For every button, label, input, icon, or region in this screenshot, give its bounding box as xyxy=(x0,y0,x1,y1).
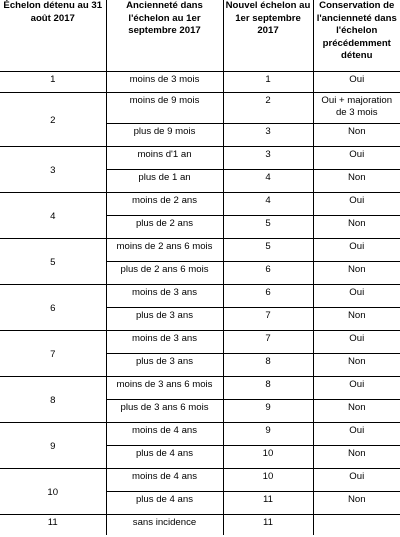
cell-nouvel-echelon: 3 xyxy=(223,124,313,147)
cell-echelon-detenu: 8 xyxy=(0,377,106,423)
cell-anciennete: plus de 1 an xyxy=(106,170,223,193)
header-row xyxy=(0,0,400,72)
cell-anciennete: moins de 3 ans 6 mois xyxy=(106,377,223,400)
cell-conservation: Oui xyxy=(313,423,400,446)
cell-anciennete: plus de 9 mois xyxy=(106,124,223,147)
table-row xyxy=(0,469,400,492)
cell-conservation xyxy=(313,515,400,536)
cell-nouvel-echelon: 5 xyxy=(223,239,313,262)
table-row xyxy=(0,239,400,262)
cell-anciennete: moins de 2 ans xyxy=(106,193,223,216)
cell-anciennete: plus de 2 ans 6 mois xyxy=(106,262,223,285)
cell-conservation: Oui + majoration de 3 mois xyxy=(313,93,400,124)
cell-conservation: Non xyxy=(313,492,400,515)
table-row xyxy=(0,93,400,124)
cell-conservation: Non xyxy=(313,354,400,377)
header-anciennete: Ancienneté dans l'échelon au 1er septembre 2017 xyxy=(106,0,223,72)
header-echelon-detenu: Échelon détenu au 31 août 2017 xyxy=(0,0,106,72)
cell-conservation: Non xyxy=(313,216,400,239)
cell-echelon-detenu: 7 xyxy=(0,331,106,377)
cell-echelon-detenu: 4 xyxy=(0,193,106,239)
table-row xyxy=(0,331,400,354)
cell-echelon-detenu: 10 xyxy=(0,469,106,515)
table-row xyxy=(0,147,400,170)
cell-anciennete: moins de 3 ans xyxy=(106,331,223,354)
cell-conservation: Oui xyxy=(313,469,400,492)
cell-anciennete: moins de 4 ans xyxy=(106,469,223,492)
cell-nouvel-echelon: 10 xyxy=(223,469,313,492)
table-row xyxy=(0,423,400,446)
cell-nouvel-echelon: 9 xyxy=(223,400,313,423)
cell-anciennete: plus de 3 ans xyxy=(106,354,223,377)
cell-nouvel-echelon: 2 xyxy=(223,93,313,124)
table-row xyxy=(0,193,400,216)
cell-nouvel-echelon: 8 xyxy=(223,354,313,377)
cell-nouvel-echelon: 9 xyxy=(223,423,313,446)
cell-anciennete: moins de 3 ans xyxy=(106,285,223,308)
cell-conservation: Non xyxy=(313,400,400,423)
cell-conservation: Oui xyxy=(313,331,400,354)
cell-conservation: Non xyxy=(313,124,400,147)
cell-nouvel-echelon: 1 xyxy=(223,72,313,93)
cell-anciennete: moins de 3 mois xyxy=(106,72,223,93)
cell-conservation: Oui xyxy=(313,193,400,216)
table-row xyxy=(0,377,400,400)
cell-conservation: Non xyxy=(313,308,400,331)
cell-conservation: Non xyxy=(313,446,400,469)
cell-echelon-detenu: 6 xyxy=(0,285,106,331)
cell-anciennete: sans incidence xyxy=(106,515,223,536)
cell-anciennete: plus de 2 ans xyxy=(106,216,223,239)
cell-anciennete: plus de 3 ans xyxy=(106,308,223,331)
cell-anciennete: plus de 3 ans 6 mois xyxy=(106,400,223,423)
cell-conservation: Oui xyxy=(313,147,400,170)
cell-echelon-detenu: 5 xyxy=(0,239,106,285)
cell-nouvel-echelon: 10 xyxy=(223,446,313,469)
cell-conservation: Oui xyxy=(313,285,400,308)
cell-anciennete: moins de 2 ans 6 mois xyxy=(106,239,223,262)
cell-echelon-detenu: 2 xyxy=(0,93,106,147)
cell-nouvel-echelon: 4 xyxy=(223,170,313,193)
cell-echelon-detenu: 1 xyxy=(0,72,106,93)
cell-nouvel-echelon: 7 xyxy=(223,331,313,354)
cell-conservation: Non xyxy=(313,170,400,193)
cell-nouvel-echelon: 6 xyxy=(223,262,313,285)
cell-conservation: Oui xyxy=(313,72,400,93)
cell-echelon-detenu: 9 xyxy=(0,423,106,469)
cell-nouvel-echelon: 11 xyxy=(223,492,313,515)
table-row xyxy=(0,72,400,93)
cell-echelon-detenu: 11 xyxy=(0,515,106,536)
cell-nouvel-echelon: 5 xyxy=(223,216,313,239)
header-conservation: Conservation de l'ancienneté dans l'échelon précédemment détenu xyxy=(313,0,400,72)
cell-echelon-detenu: 3 xyxy=(0,147,106,193)
header-nouvel-echelon: Nouvel échelon au 1er septembre 2017 xyxy=(223,0,313,72)
cell-anciennete: moins d'1 an xyxy=(106,147,223,170)
cell-nouvel-echelon: 7 xyxy=(223,308,313,331)
cell-nouvel-echelon: 6 xyxy=(223,285,313,308)
cell-conservation: Oui xyxy=(313,239,400,262)
table-body xyxy=(0,72,400,536)
cell-conservation: Non xyxy=(313,262,400,285)
cell-conservation: Oui xyxy=(313,377,400,400)
table-row xyxy=(0,515,400,536)
table-row xyxy=(0,285,400,308)
cell-anciennete: moins de 4 ans xyxy=(106,423,223,446)
cell-anciennete: plus de 4 ans xyxy=(106,492,223,515)
cell-nouvel-echelon: 8 xyxy=(223,377,313,400)
cell-anciennete: moins de 9 mois xyxy=(106,93,223,124)
cell-nouvel-echelon: 3 xyxy=(223,147,313,170)
cell-nouvel-echelon: 11 xyxy=(223,515,313,536)
cell-anciennete: plus de 4 ans xyxy=(106,446,223,469)
cell-nouvel-echelon: 4 xyxy=(223,193,313,216)
